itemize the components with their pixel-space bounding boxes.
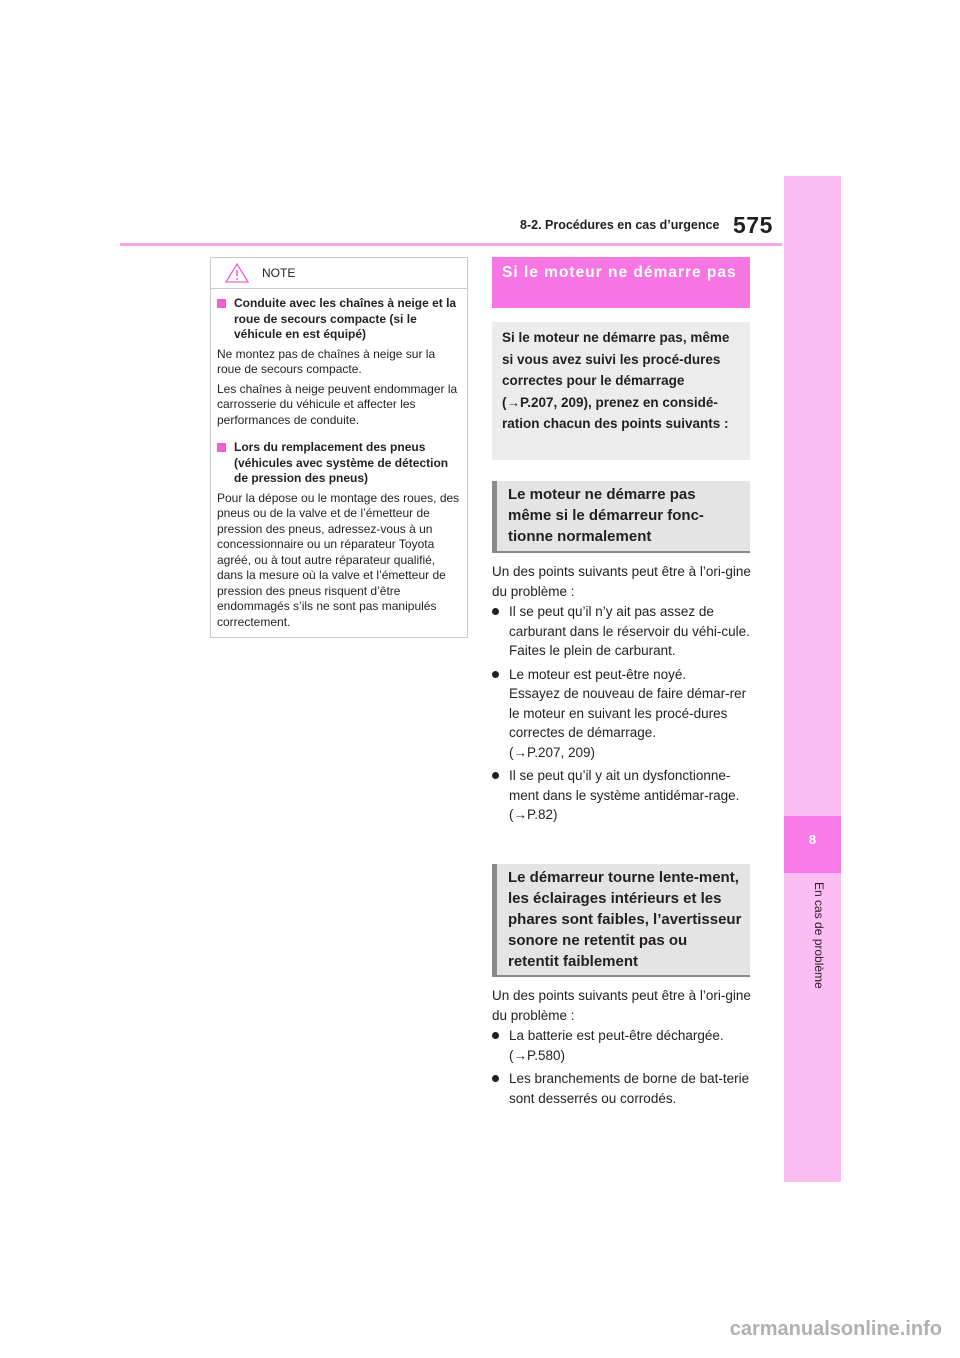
section-lead: Un des points suivants peut être à l’ori-gine du problème : [492,988,751,1023]
intro-box: Si le moteur ne démarre pas, même si vous avez suivi les procé-dures correctes pour le démarrage (→P.207, 209), prenez en considé-ration chacun des points suivants : [492,322,750,460]
bullet-list [492,602,754,829]
header-rule [120,243,782,246]
section-lead: Un des points suivants peut être à l’ori-gine du problème : [492,564,751,599]
bullet-dot-icon [492,1032,499,1039]
section-heading: Le démarreur tourne lente-ment, les éclairages intérieurs et les phares sont faibles, l’avertisseur sonore ne retentit pas ou retentit faiblement [492,864,750,977]
bullet-dot-icon [492,772,499,779]
warning-triangle-icon [225,263,249,283]
main-title: Si le moteur ne démarre pas [492,257,750,308]
page-number: 575 [733,212,773,238]
chapter-label: En cas de problème [812,882,826,989]
chapter-number: 8 [808,832,817,847]
list-item: Il se peut qu’il n’y ait pas assez de carburant dans le réservoir du véhi-cule. Faites le plein de carburant. [492,602,754,661]
square-bullet-icon [217,443,226,452]
square-bullet-icon [217,299,226,308]
note-paragraph: Ne montez pas de chaînes à neige sur la roue de secours compacte. [217,346,436,376]
note-paragraph: Les chaînes à neige peuvent endommager la carrosserie du véhicule et affecter les performances de conduite. [217,381,458,427]
bullet-list [492,1026,754,1112]
bullet-dot-icon [492,1075,499,1082]
note-header [211,258,467,289]
bullet-dot-icon [492,671,499,678]
section-heading: Le moteur ne démarre pas même si le démarreur fonc-tionne normalement [492,481,750,553]
list-item: Les branchements de borne de bat-terie sont desserrés ou corrodés. [492,1069,754,1108]
watermark: carmanualsonline.info [729,1318,942,1340]
list-item: Il se peut qu’il y ait un dysfonctionne-ment dans le système antidémar-rage. (→P.82) [492,766,754,825]
note-box [210,257,468,638]
list-item: La batterie est peut-être déchargée. (→P.580) [492,1026,754,1065]
note-body [211,289,467,630]
note-paragraph: Pour la dépose ou le montage des roues, des pneus ou de la valve et de l’émetteur de pression des pneus, adressez-vous à un concessionnaire ou un réparateur Toyota agréé, ou à tout autre réparateur qualifié, dans la mesure où la valve et l’émetteur de pression des pneus risquent d’être endommagés s’ils ne sont pas manipulés correctement. [217,490,460,629]
note-heading: Lors du remplacement des pneus (véhicules avec système de détection de pression des pneus) [217,440,461,487]
bullet-dot-icon [492,608,499,615]
section-header: 8-2. Procédures en cas d’urgence [520,218,720,232]
chapter-side-tab [784,176,841,1182]
note-heading: Conduite avec les chaînes à neige et la roue de secours compacte (si le véhicule en est équipé) [217,296,461,343]
note-title: NOTE [262,266,296,280]
list-item: Le moteur est peut-être noyé. Essayez de nouveau de faire démar-rer le moteur en suivant les procé-dures correctes de démarrage. (→P.207, 209) [492,665,754,763]
